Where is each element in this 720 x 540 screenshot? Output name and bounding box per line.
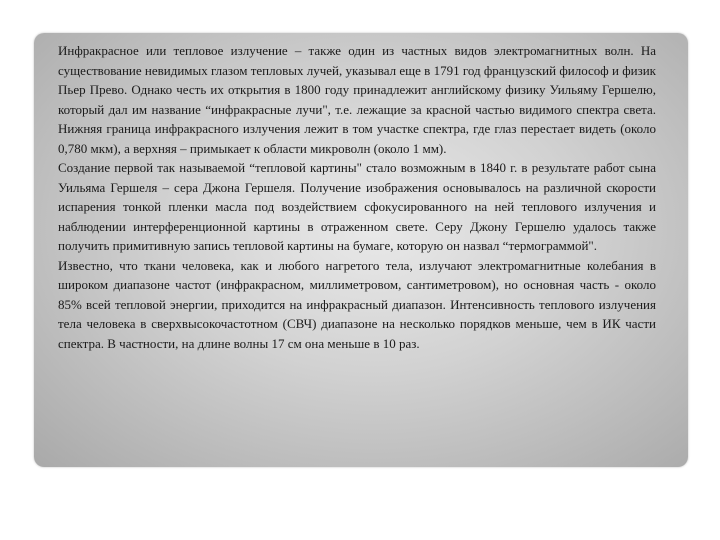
paragraph-thermal-picture: Создание первой так называемой “тепловой картины" стало возможным в 1840 г. в результате работ сына Уильяма Гершеля – сера Джона Гершеля. Получение изображения основывалось на различной скорости испарения тонкой пленки масла под воздействием сфокусированного на ней теплового излучения и наблюдении интерференционной картины в отраженном свете. Серу Джону Гершелю удалось также получить примитивную запись тепловой картины на бумаге, которую он назвал “термограммой". [58,160,656,253]
paragraph-human-radiation: Известно, что ткани человека, как и любого нагретого тела, излучают электромагнитные колебания в широком диапазоне частот (инфракрасном, миллиметровом, сантиметровом), но основная часть - около 85% всей тепловой энергии, приходится на инфракрасный диапазон. Интенсивность теплового излучения тела человека в сверхвысокочастотном (СВЧ) диапазоне на несколько порядков меньше, чем в ИК части спектра. В частности, на длине волны 17 см она меньше в 10 раз. [58,257,656,351]
paragraph-infrared-history: Инфракрасное или тепловое излучение – также один из частных видов электромагнитных волн. На существование невидимых глазом тепловых лучей, указывал еще в 1791 год французский философ и физик Пьер Прево. Однако честь их открытия в 1800 году принадлежит английскому физику Уильяму Гершелю, который дал им название “инфракрасные лучи", т.е. лежащие за красной частью видимого спектра света. Нижняя граница инфракрасного излучения лежит в том участке спектра, где глаз перестает видеть (около 0,780 мкм), а верхняя – примыкает к области микроволн (около 1 мм). [58,43,656,156]
slide-content-panel [34,33,688,467]
body-text [58,41,656,353]
